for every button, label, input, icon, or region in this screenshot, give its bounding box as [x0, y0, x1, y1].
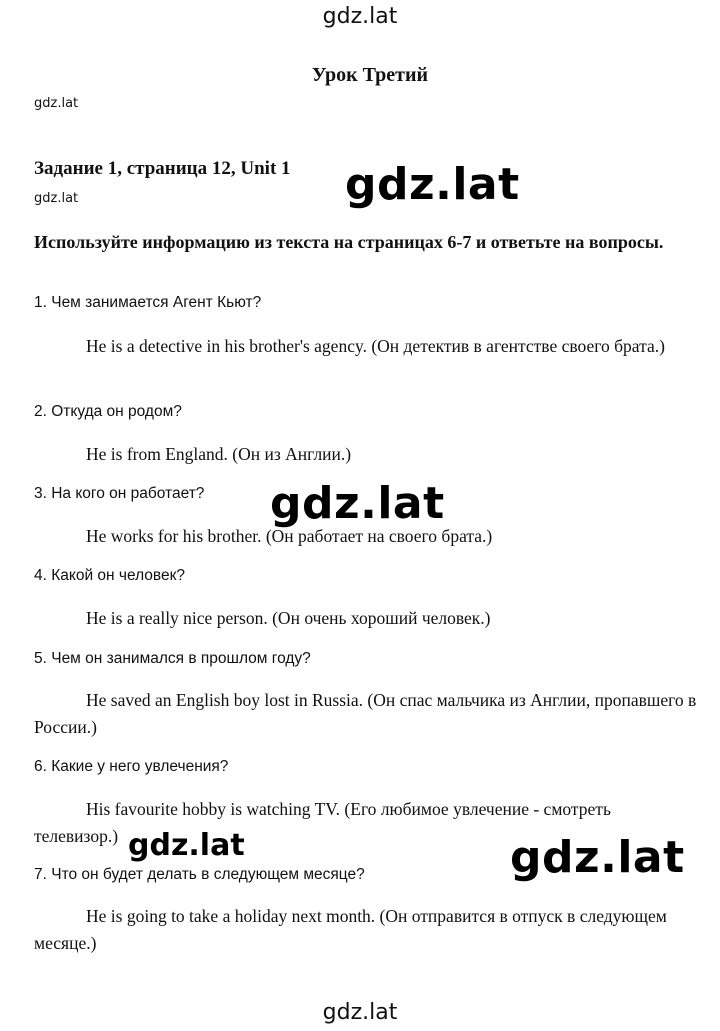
answer-6: His favourite hobby is watching TV. (Его любимое увлечение - смотреть телевизор.) — [34, 799, 611, 846]
question-7: 7. Что он будет делать в следующем месяце? — [34, 866, 365, 883]
task-instruction: Используйте информацию из текста на страницах 6-7 и ответьте на вопросы. — [34, 232, 664, 252]
watermark-medium: gdz.lat — [128, 828, 245, 863]
watermark-large: gdz.lat — [510, 832, 685, 883]
question-1: 1. Чем занимается Агент Кьют? — [34, 294, 262, 311]
answer-2: He is from England. (Он из Англии.) — [86, 444, 352, 464]
answer-3: He works for his brother. (Он работает на своего брата.) — [86, 526, 493, 546]
page-title: Урок Третий — [311, 64, 429, 86]
question-5: 5. Чем он занимался в прошлом году? — [34, 650, 311, 667]
answer-1: He is a detective in his brother's agency. (Он детектив в агентстве своего брата.) — [86, 336, 665, 356]
question-3: 3. На кого он работает? — [34, 485, 205, 502]
question-4: 4. Какой он человек? — [34, 567, 186, 584]
watermark-small: gdz.lat — [34, 96, 79, 111]
task-heading: Задание 1, страница 12, Unit 1 — [34, 158, 291, 179]
watermark-large: gdz.lat — [270, 478, 445, 529]
watermark-large: gdz.lat — [345, 159, 520, 210]
watermark-top: gdz.lat — [322, 4, 398, 29]
answer-7: He is going to take a holiday next month. (Он отправится в отпуск в следующем месяце.) — [34, 906, 667, 953]
watermark-small: gdz.lat — [34, 191, 79, 206]
question-2: 2. Откуда он родом? — [34, 403, 182, 420]
answer-4: He is a really nice person. (Он очень хороший человек.) — [86, 608, 491, 628]
answer-5: He saved an English boy lost in Russia. (Он спас мальчика из Англии, пропавшего в России.) — [34, 690, 697, 737]
watermark-bottom: gdz.lat — [322, 1000, 398, 1025]
question-6: 6. Какие у него увлечения? — [34, 758, 229, 775]
